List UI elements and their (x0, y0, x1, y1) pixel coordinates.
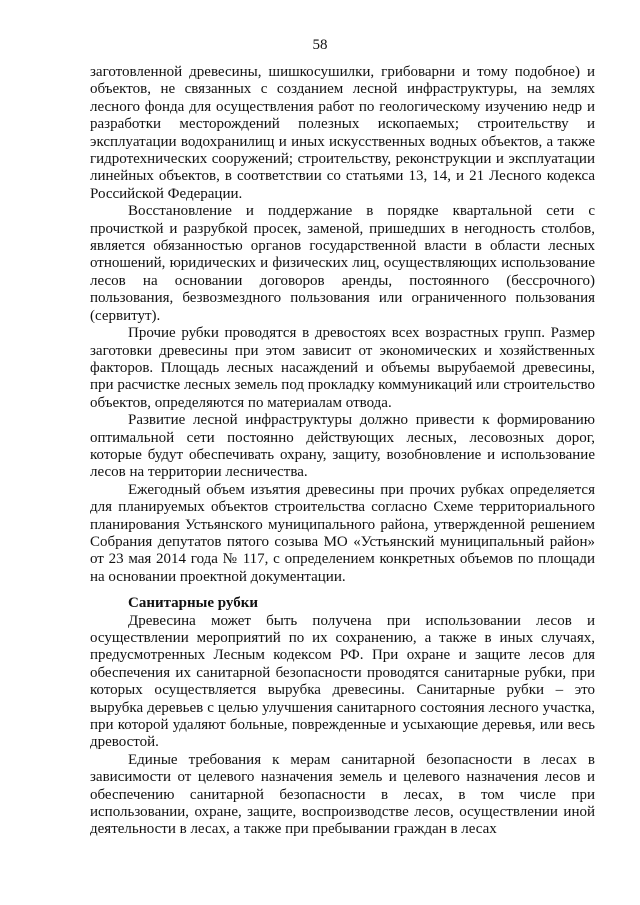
paragraph-sanitary-requirements: Единые требования к мерам санитарной безопасности в лесах в зависимости от целевого назначения земель и целевого назначения лесов и обеспечению санитарной безопасности в лесах, в том числе при использовании, охране, защите, воспроизводстве лесов, осуществлении иной деятельности в лесах, а также при пребывании граждан в лесах (90, 751, 595, 838)
section-heading-sanitary-cuttings: Санитарные рубки (128, 595, 259, 612)
page-number: 58 (312, 37, 328, 53)
paragraph-sanitary-definition: Древесина может быть получена при использовании лесов и осуществлении мероприятий по их сохранению, а также в иных случаях, предусмотренных Лесным кодексом РФ. При охране и защите лесов для обеспечения их санитарной безопасности проводятся санитарные рубки, при которых осуществляется вырубка древесины. Санитарные рубки – это вырубка деревьев с целью улучшения санитарного состояния лесного участка, при которой удаляют больные, поврежденные и усыхающие деревья, или весь древостой. (90, 612, 595, 751)
paragraph-continuation: заготовленной древесины, шишкосушилки, грибоварни и тому подобное) и объектов, не связанных с созданием лесной инфраструктуры, на землях лесного фонда для осуществления работ по геологическому изучению недр и разработки месторождений полезных ископаемых; строительству и эксплуатации водохранилищ и иных искусственных водных объектов, а также гидротехнических сооружений; строительству, реконструкции и эксплуатации линейных объектов, в соответствии со статьями 13, 14, и 21 Лесного кодекса Российской Федерации. (90, 64, 595, 202)
paragraph-other-cuttings: Прочие рубки проводятся в древостоях всех возрастных групп. Размер заготовки древесины при этом зависит от экономических и хозяйственных факторов. Площадь лесных насаждений и объемы вырубаемой древесины, при расчистке лесных земель под прокладку коммуникаций или строительство объектов, определяются по материалам отвода. (90, 325, 595, 411)
paragraph-annual-volume: Ежегодный объем изъятия древесины при прочих рубках определяется для планируемых объектов строительства согласно Схеме территориального планирования Устьянского муниципального района, утвержденной решением Собрания депутатов пятого созыва МО «Устьянский муниципальный район» от 23 мая 2014 года № 117, с определением конкретных объемов по площади на основании проектной документации. (90, 481, 595, 585)
paragraph-forest-infrastructure: Развитие лесной инфраструктуры должно привести к формированию оптимальной сети постоянно действующих лесных, лесовозных дорог, которые будут обеспечивать охрану, защиту, возобновление и использование лесов на территории лесничества. (90, 412, 595, 481)
document-body (90, 64, 595, 839)
paragraph-quarter-network: Восстановление и поддержание в порядке квартальной сети с прочисткой и разрубкой просек, заменой, пришедших в негодность столбов, является обязанностью органов государственной власти в области лесных отношений, юридических и физических лиц, осуществляющих использование лесов на основании договоров аренды, постоянного (бессрочного) пользования, безвозмездного пользования или ограниченного пользования (сервитут). (90, 203, 595, 324)
